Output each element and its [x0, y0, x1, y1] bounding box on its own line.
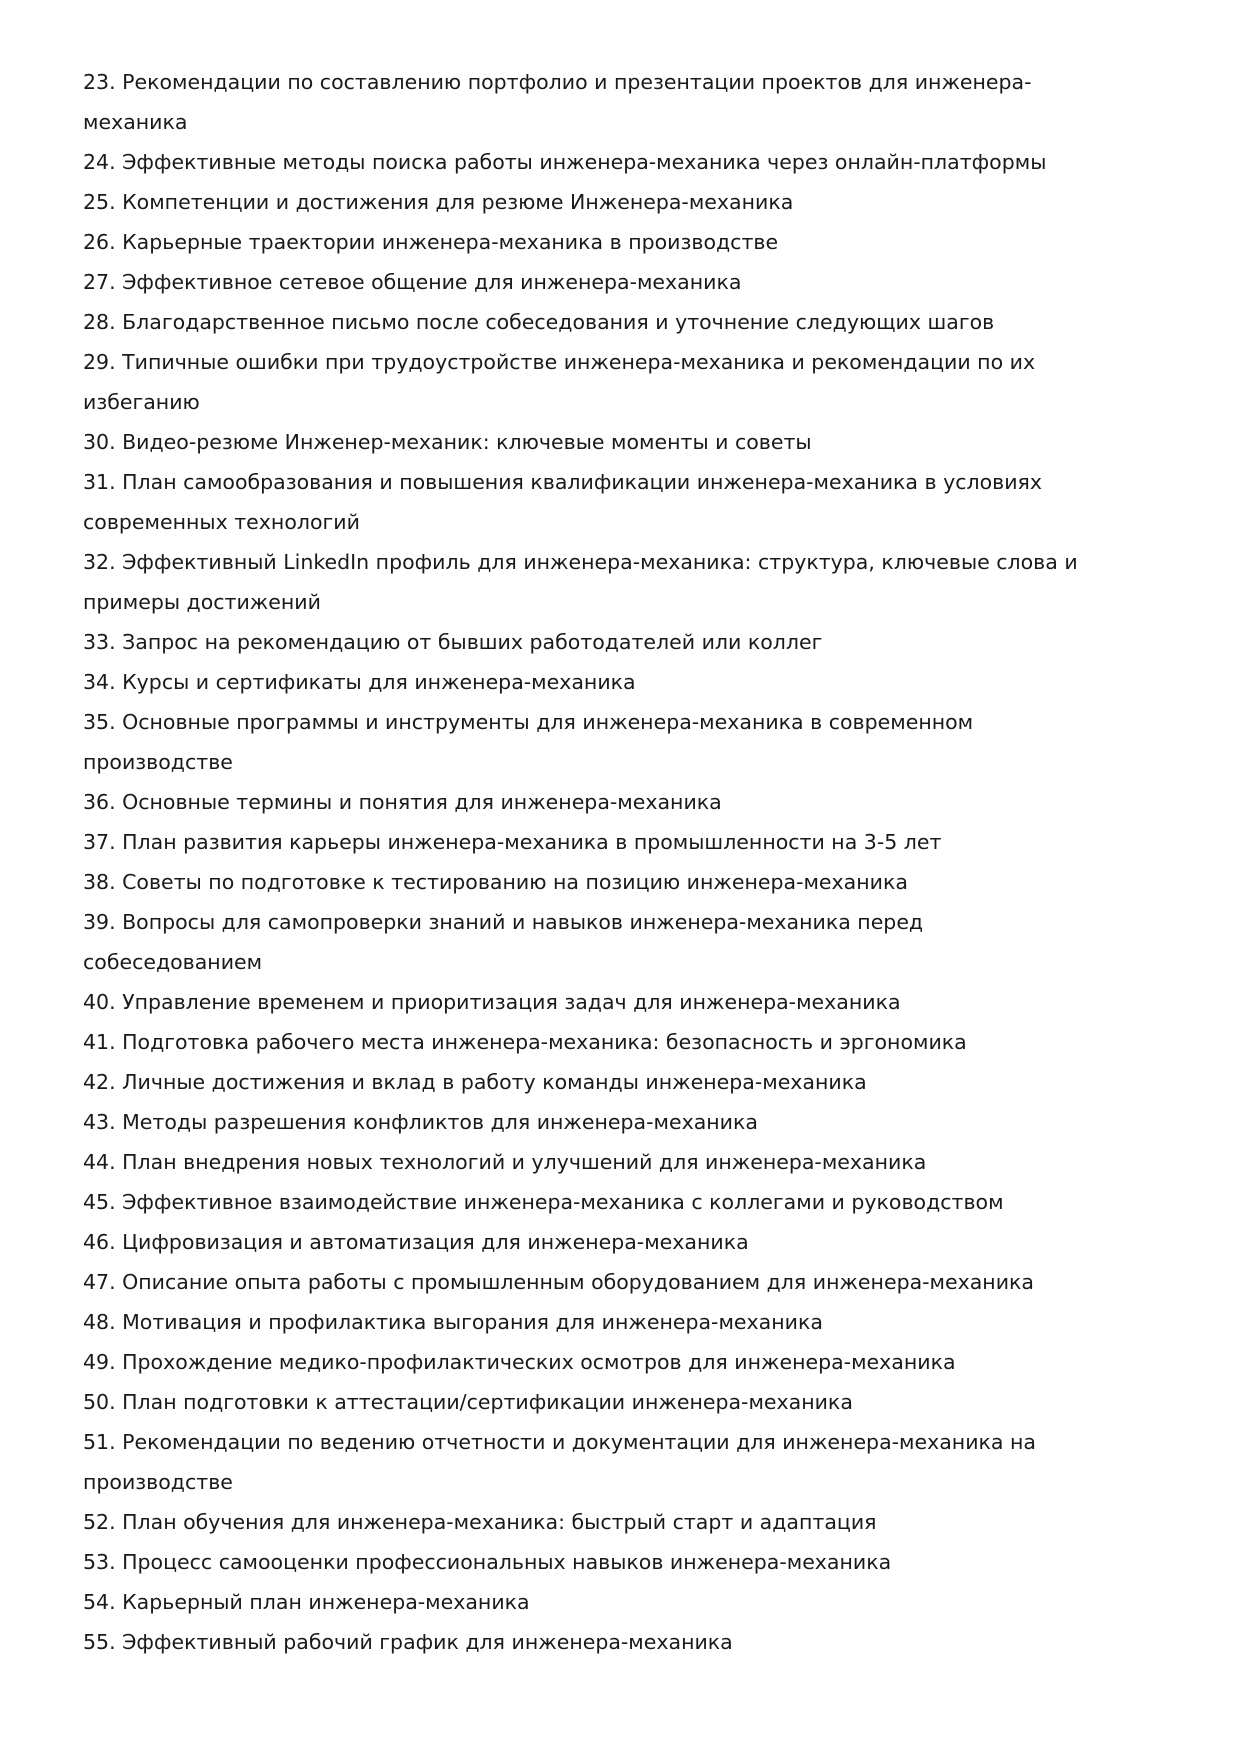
- list-item: [83, 222, 1183, 262]
- list-item-text-line: 28. Благодарственное письмо после собеседования и уточнение следующих шагов: [83, 310, 995, 334]
- list-item-text-line: 45. Эффективное взаимодействие инженера-механика с коллегами и руководством: [83, 1190, 1004, 1214]
- list-item-text-line: 29. Типичные ошибки при трудоустройстве инженера-механика и рекомендации по их: [83, 350, 1036, 374]
- list-item: [83, 182, 1183, 222]
- list-item-text-line: 55. Эффективный рабочий график для инженера-механика: [83, 1630, 733, 1654]
- list-item-text-line: 48. Мотивация и профилактика выгорания для инженера-механика: [83, 1310, 823, 1334]
- list-item: [83, 822, 1183, 862]
- list-item: [83, 1062, 1183, 1102]
- list-item: [83, 1022, 1183, 1062]
- list-item: [83, 1262, 1183, 1302]
- list-item-text-line: 49. Прохождение медико-профилактических осмотров для инженера-механика: [83, 1350, 956, 1374]
- list-item: [83, 1342, 1183, 1382]
- numbered-topic-list: [83, 62, 1183, 1662]
- list-item-text-line: 37. План развития карьеры инженера-механика в промышленности на 3-5 лет: [83, 830, 942, 854]
- list-item: [83, 1542, 1183, 1582]
- list-item-text-line: производстве: [83, 1470, 233, 1494]
- list-item: [83, 142, 1183, 182]
- list-item-text-line: 32. Эффективный LinkedIn профиль для инженера-механика: структура, ключевые слова и: [83, 550, 1078, 574]
- list-item-text-line: 25. Компетенции и достижения для резюме Инженера-механика: [83, 190, 794, 214]
- list-item-text-line: 41. Подготовка рабочего места инженера-механика: безопасность и эргономика: [83, 1030, 967, 1054]
- list-item: [83, 782, 1183, 822]
- list-item: [83, 1102, 1183, 1142]
- list-item-text-line: 40. Управление временем и приоритизация задач для инженера-механика: [83, 990, 901, 1014]
- list-item-text-line: 42. Личные достижения и вклад в работу команды инженера-механика: [83, 1070, 867, 1094]
- list-item: [83, 982, 1183, 1022]
- list-item-text-line: механика: [83, 110, 188, 134]
- list-item-text-line: 47. Описание опыта работы с промышленным оборудованием для инженера-механика: [83, 1270, 1034, 1294]
- list-item-text-line: 52. План обучения для инженера-механика: быстрый старт и адаптация: [83, 1510, 877, 1534]
- list-item-text-line: избеганию: [83, 390, 200, 414]
- list-item: [83, 1222, 1183, 1262]
- list-item: [83, 542, 1183, 622]
- list-item: [83, 262, 1183, 302]
- list-item: [83, 702, 1183, 782]
- list-item-text-line: 26. Карьерные траектории инженера-механика в производстве: [83, 230, 779, 254]
- list-item-text-line: производстве: [83, 750, 233, 774]
- list-item: [83, 862, 1183, 902]
- list-item: [83, 1142, 1183, 1182]
- list-item-text-line: примеры достижений: [83, 590, 321, 614]
- list-item: [83, 1622, 1183, 1662]
- list-item: [83, 1502, 1183, 1542]
- list-item: [83, 1422, 1183, 1502]
- list-item-text-line: 50. План подготовки к аттестации/сертификации инженера-механика: [83, 1390, 853, 1414]
- list-item: [83, 622, 1183, 662]
- list-item-text-line: современных технологий: [83, 510, 360, 534]
- list-item: [83, 1182, 1183, 1222]
- list-item-text-line: 54. Карьерный план инженера-механика: [83, 1590, 530, 1614]
- list-item: [83, 462, 1183, 542]
- list-item: [83, 302, 1183, 342]
- list-item-text-line: 31. План самообразования и повышения квалификации инженера-механика в условиях: [83, 470, 1043, 494]
- list-item: [83, 62, 1183, 142]
- list-item-text-line: 24. Эффективные методы поиска работы инженера-механика через онлайн-платформы: [83, 150, 1047, 174]
- list-item-text-line: 39. Вопросы для самопроверки знаний и навыков инженера-механика перед: [83, 910, 924, 934]
- list-item-text-line: 38. Советы по подготовке к тестированию на позицию инженера-механика: [83, 870, 908, 894]
- list-item-text-line: 43. Методы разрешения конфликтов для инженера-механика: [83, 1110, 758, 1134]
- list-item-text-line: 27. Эффективное сетевое общение для инженера-механика: [83, 270, 742, 294]
- list-item-text-line: 33. Запрос на рекомендацию от бывших работодателей или коллег: [83, 630, 823, 654]
- list-item: [83, 422, 1183, 462]
- list-item-text-line: 46. Цифровизация и автоматизация для инженера-механика: [83, 1230, 749, 1254]
- list-item-text-line: 30. Видео-резюме Инженер-механик: ключевые моменты и советы: [83, 430, 812, 454]
- list-item-text-line: собеседованием: [83, 950, 263, 974]
- list-item-text-line: 53. Процесс самооценки профессиональных навыков инженера-механика: [83, 1550, 892, 1574]
- list-item: [83, 1302, 1183, 1342]
- list-item: [83, 1382, 1183, 1422]
- list-item-text-line: 35. Основные программы и инструменты для инженера-механика в современном: [83, 710, 974, 734]
- list-item-text-line: 23. Рекомендации по составлению портфолио и презентации проектов для инженера-: [83, 70, 1032, 94]
- list-item-text-line: 51. Рекомендации по ведению отчетности и документации для инженера-механика на: [83, 1430, 1036, 1454]
- list-item: [83, 1582, 1183, 1622]
- list-item-text-line: 36. Основные термины и понятия для инженера-механика: [83, 790, 722, 814]
- list-item-text-line: 44. План внедрения новых технологий и улучшений для инженера-механика: [83, 1150, 927, 1174]
- list-item: [83, 342, 1183, 422]
- list-item-text-line: 34. Курсы и сертификаты для инженера-механика: [83, 670, 636, 694]
- list-item: [83, 902, 1183, 982]
- list-item: [83, 662, 1183, 702]
